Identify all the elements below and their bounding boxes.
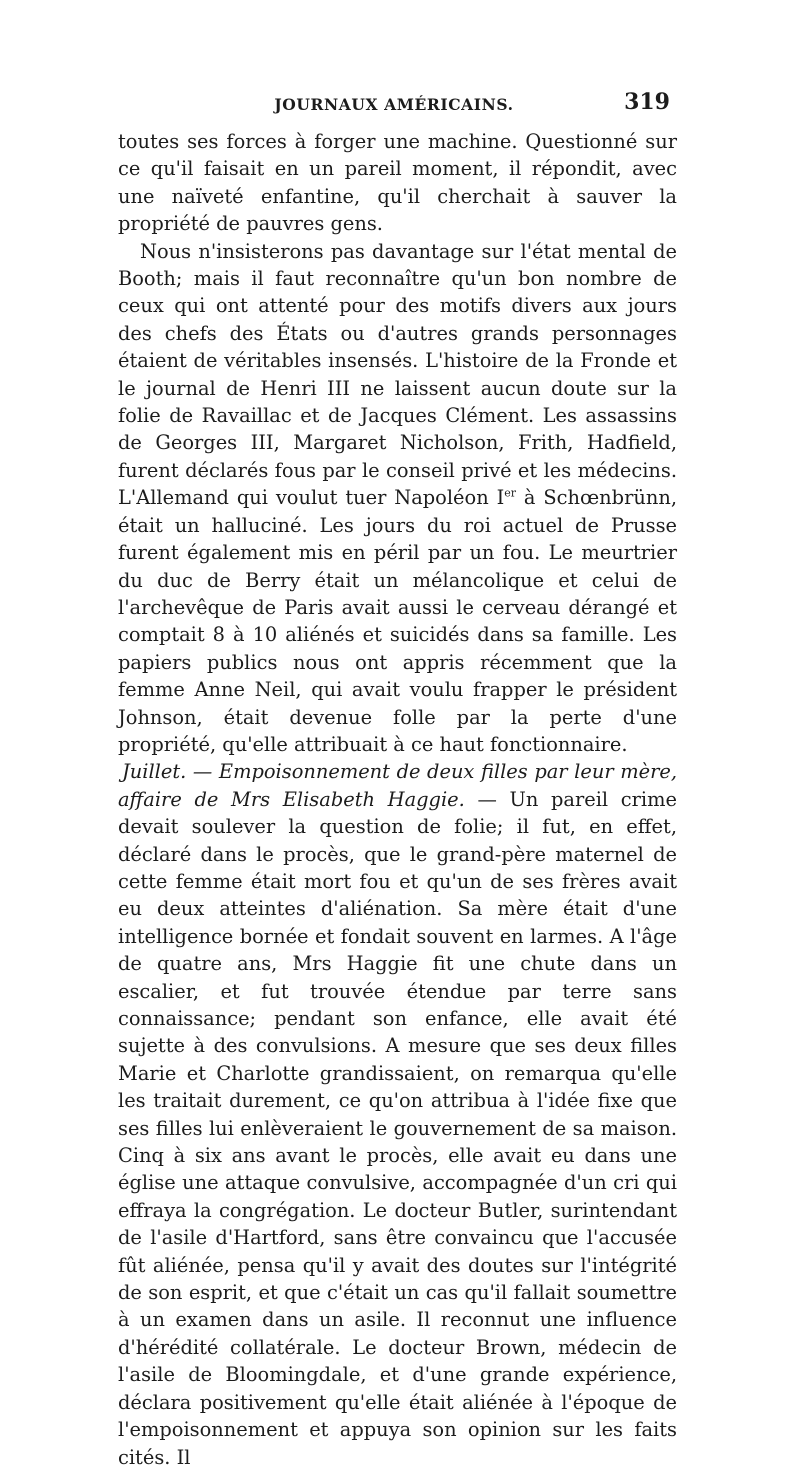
entry-title: — Empoisonnement de deux filles par leur mère, affaire de Mrs Elisabeth Haggie. bbox=[118, 760, 677, 811]
running-head: JOURNAUX AMÉRICAINS. bbox=[274, 95, 514, 114]
body-text bbox=[118, 128, 677, 1471]
paragraph-text: Nous n'insisterons pas davantage sur l'état mental de Booth; mais il faut reconnaître qu'un bon nombre de ceux qui ont attenté pour des motifs divers aux jours des chefs des États ou d'autres grands personnages étaient de véritables insensés. L'histoire de la Fronde et le journal de Henri III ne laissent aucun doute sur la folie de Ravaillac et de Jacques Clément. Les assassins de Georges III, Margaret Nicholson, Frith, Hadfield, furent déclarés fous par le conseil privé et les médecins. L'Allemand qui voulut tuer Napoléon I bbox=[118, 239, 677, 510]
entry-date: Juillet. bbox=[122, 760, 187, 784]
paragraph-text: toutes ses forces à forger une machine. Questionné sur ce qu'il faisait en un pareil moment, il répondit, avec une naïveté enfantine, qu'il cherchait à sauver la propriété de pauvres gens. bbox=[118, 130, 677, 236]
paragraph-assassins bbox=[118, 238, 677, 759]
paragraph-text-continued: à Schœnbrünn, était un halluciné. Les jours du roi actuel de Prusse furent également mis en péril par un fou. Le meurtrier du duc de Berry était un mélancolique et celui de l'archevêque de Paris avait aussi le cerveau dérangé et comptait 8 à 10 aliénés et suicidés dans sa famille. Les papiers publics nous ont appris récemment que la femme Anne Neil, qui avait voulu frapper le président Johnson, était devenue folle par la perte d'une propriété, qu'elle attribuait à ce haut fonctionnaire. bbox=[118, 486, 677, 756]
page-number: 319 bbox=[624, 89, 670, 115]
page-header bbox=[118, 89, 670, 121]
superscript-er: er bbox=[504, 486, 517, 500]
paragraph-continuation bbox=[118, 128, 677, 238]
paragraph-text: — Un pareil crime devait soulever la question de folie; il fut, en effet, déclaré dans le procès, que le grand-père maternel de cette femme était mort fou et qu'un de ses frères avait eu deux atteintes d'aliénation. Sa mère était d'une intelligence bornée et fondait souvent en larmes. A l'âge de quatre ans, Mrs Haggie fit une chute dans un escalier, et fut trouvée étendue par terre sans connaissance; pendant son enfance, elle avait été sujette à des convulsions. A mesure que ses deux filles Marie et Charlotte grandissaient, on remarqua qu'elle les traitait durement, ce qu'on attribua à l'idée fixe que ses filles lui enlèveraient le gouvernement de sa maison. Cinq à six ans avant le procès, elle avait eu dans une église une attaque convulsive, accompagnée d'un cri qui effraya la congrégation. Le docteur Butler, surintendant de l'asile d'Hartford, sans être convaincu que l'accusée fût aliénée, pensa qu'il y avait des doutes sur l'intégrité de son esprit, et que c'était un cas qu'il fallait soumettre à un examen dans un asile. Il reconnut une influence d'hérédité collatérale. Le docteur Brown, médecin de l'asile de Bloomingdale, et d'une grande expérience, déclara positivement qu'elle était aliénée à l'époque de l'empoisonnement et appuya son opinion sur les faits cités. Il bbox=[118, 787, 677, 1469]
paragraph-haggie-case bbox=[118, 758, 677, 1471]
